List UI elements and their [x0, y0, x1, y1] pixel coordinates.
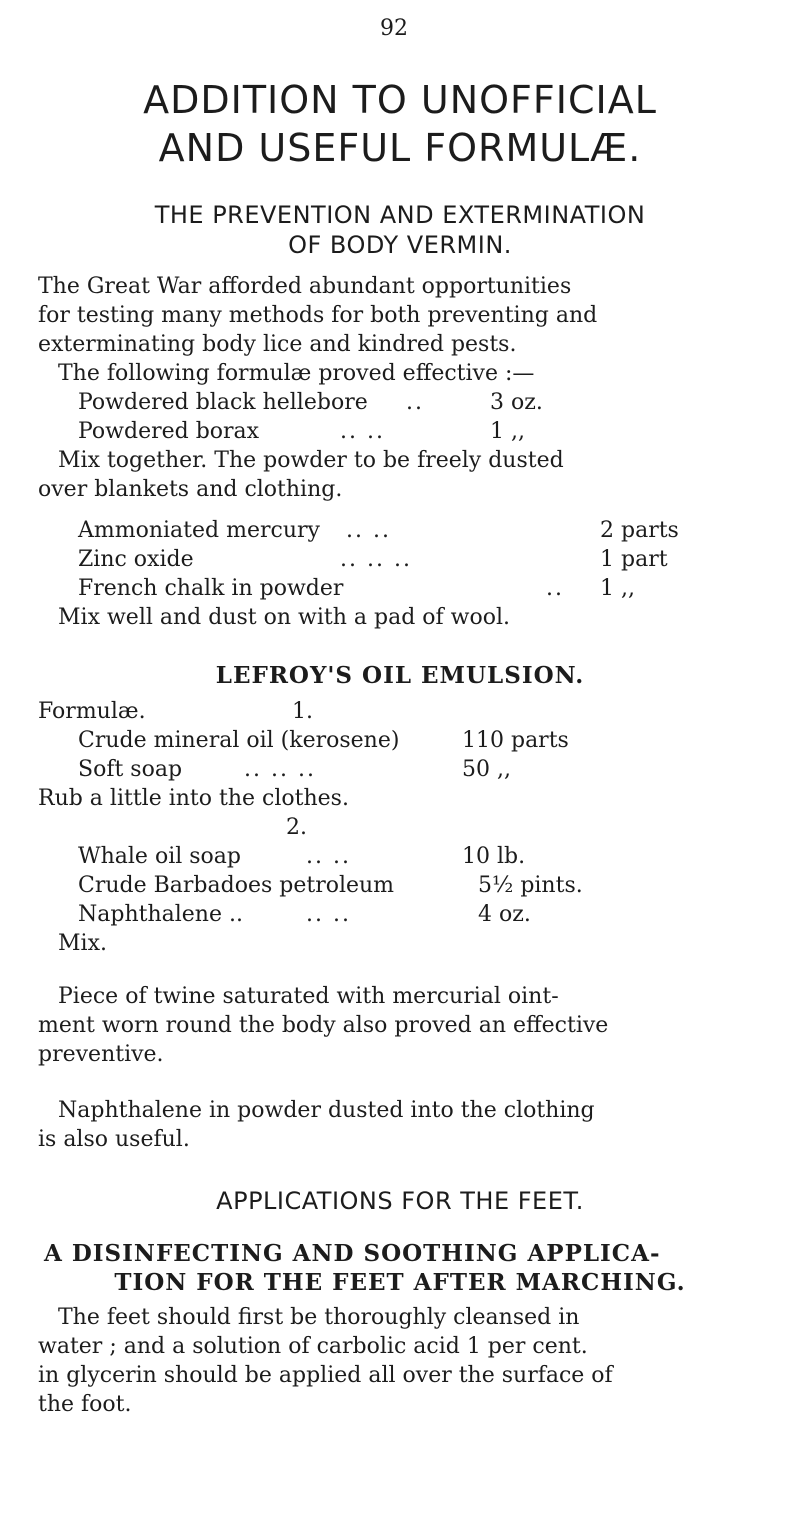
- naphthalene-paragraph-line-1: Naphthalene in powder dusted into the clothing: [58, 1098, 595, 1123]
- formula-row: [78, 417, 778, 446]
- leader-dots: .. ..: [346, 518, 391, 543]
- page-number: 92: [380, 16, 408, 41]
- formula-row: [78, 755, 778, 784]
- leader-dots: ..: [546, 576, 564, 601]
- mix-instruction-1-line-2: over blankets and clothing.: [38, 477, 343, 502]
- subheading-line-1: A DISINFECTING AND SOOTHING APPLICA-: [44, 1240, 661, 1267]
- formula-row: [78, 900, 778, 929]
- subheading-line-2: TION FOR THE FEET AFTER MARCHING.: [114, 1269, 686, 1296]
- section-heading-vermin-line-2: OF BODY VERMIN.: [288, 231, 512, 259]
- formula-number-2: 2.: [286, 815, 307, 840]
- ingredient-name: Crude Barbadoes petroleum: [78, 873, 395, 898]
- formula-number-1: 1.: [292, 699, 313, 724]
- formula-row: [78, 842, 778, 871]
- feet-paragraph-line-2: water ; and a solution of carbolic acid 1 per cent.: [38, 1334, 588, 1359]
- ingredient-quantity: 1 ,,: [600, 576, 635, 601]
- leader-dots: ..: [406, 390, 424, 415]
- ingredient-name: Ammoniated mercury: [78, 518, 320, 543]
- leader-dots: .. ..: [340, 419, 385, 444]
- twine-paragraph-line-1: Piece of twine saturated with mercurial oint-: [58, 984, 559, 1009]
- ingredient-name: Powdered borax: [78, 419, 260, 444]
- formula-row: [78, 516, 778, 545]
- naphthalene-paragraph-line-2: is also useful.: [38, 1127, 190, 1152]
- feet-paragraph-line-1: The feet should first be thoroughly cleansed in: [58, 1305, 580, 1330]
- ingredient-quantity: 1 ,,: [490, 419, 525, 444]
- formula-row: [78, 388, 778, 417]
- leader-dots: .. ..: [306, 844, 351, 869]
- formula-row: [78, 545, 778, 574]
- formula-row: [78, 871, 778, 900]
- intro-line-2: for testing many methods for both preventing and: [38, 303, 598, 328]
- ingredient-quantity: 10 lb.: [462, 844, 526, 869]
- leader-dots: .. .. ..: [340, 547, 412, 572]
- ingredient-name: Zinc oxide: [78, 547, 194, 572]
- ingredient-name: French chalk in powder: [78, 576, 344, 601]
- mix-instruction-1-line-1: Mix together. The powder to be freely dusted: [58, 448, 564, 473]
- section-heading-lefroy: LEFROY'S OIL EMULSION.: [215, 662, 585, 689]
- formula-row: [78, 574, 778, 603]
- leader-dots: .. .. ..: [244, 757, 316, 782]
- ingredient-name: Naphthalene ..: [78, 902, 243, 927]
- following-line: The following formulæ proved effective :—: [58, 361, 535, 386]
- feet-paragraph-line-3: in glycerin should be applied all over the surface of: [38, 1363, 613, 1388]
- page-title-line-1: ADDITION TO UNOFFICIAL: [143, 78, 657, 122]
- ingredient-quantity: 50 ,,: [462, 757, 511, 782]
- ingredient-quantity: 3 oz.: [490, 390, 543, 415]
- ingredient-name: Whale oil soap: [78, 844, 241, 869]
- ingredient-name: Powdered black hellebore: [78, 390, 368, 415]
- formulae-label: Formulæ.: [38, 699, 146, 724]
- section-heading-vermin-line-1: THE PREVENTION AND EXTERMINATION: [154, 201, 646, 229]
- feet-paragraph-line-4: the foot.: [38, 1392, 132, 1417]
- leader-dots: .. ..: [306, 902, 351, 927]
- ingredient-quantity: 4 oz.: [478, 902, 531, 927]
- rub-instruction: Rub a little into the clothes.: [38, 786, 349, 811]
- intro-line-3: exterminating body lice and kindred pests.: [38, 332, 517, 357]
- ingredient-quantity: 2 parts: [600, 518, 679, 543]
- formula-row: [78, 726, 778, 755]
- section-heading-feet: APPLICATIONS FOR THE FEET.: [216, 1187, 584, 1215]
- intro-line-1: The Great War afforded abundant opportunities: [38, 274, 572, 299]
- ingredient-name: Soft soap: [78, 757, 183, 782]
- ingredient-name: Crude mineral oil (kerosene): [78, 728, 400, 753]
- ingredient-quantity: 110 parts: [462, 728, 569, 753]
- page-title-line-2: AND USEFUL FORMULÆ.: [158, 126, 642, 170]
- ingredient-quantity: 1 part: [600, 547, 668, 572]
- twine-paragraph-line-2: ment worn round the body also proved an effective: [38, 1013, 609, 1038]
- mix-label: Mix.: [58, 931, 107, 956]
- twine-paragraph-line-3: preventive.: [38, 1042, 164, 1067]
- mix-instruction-2: Mix well and dust on with a pad of wool.: [58, 605, 511, 630]
- ingredient-quantity: 5½ pints.: [478, 873, 583, 898]
